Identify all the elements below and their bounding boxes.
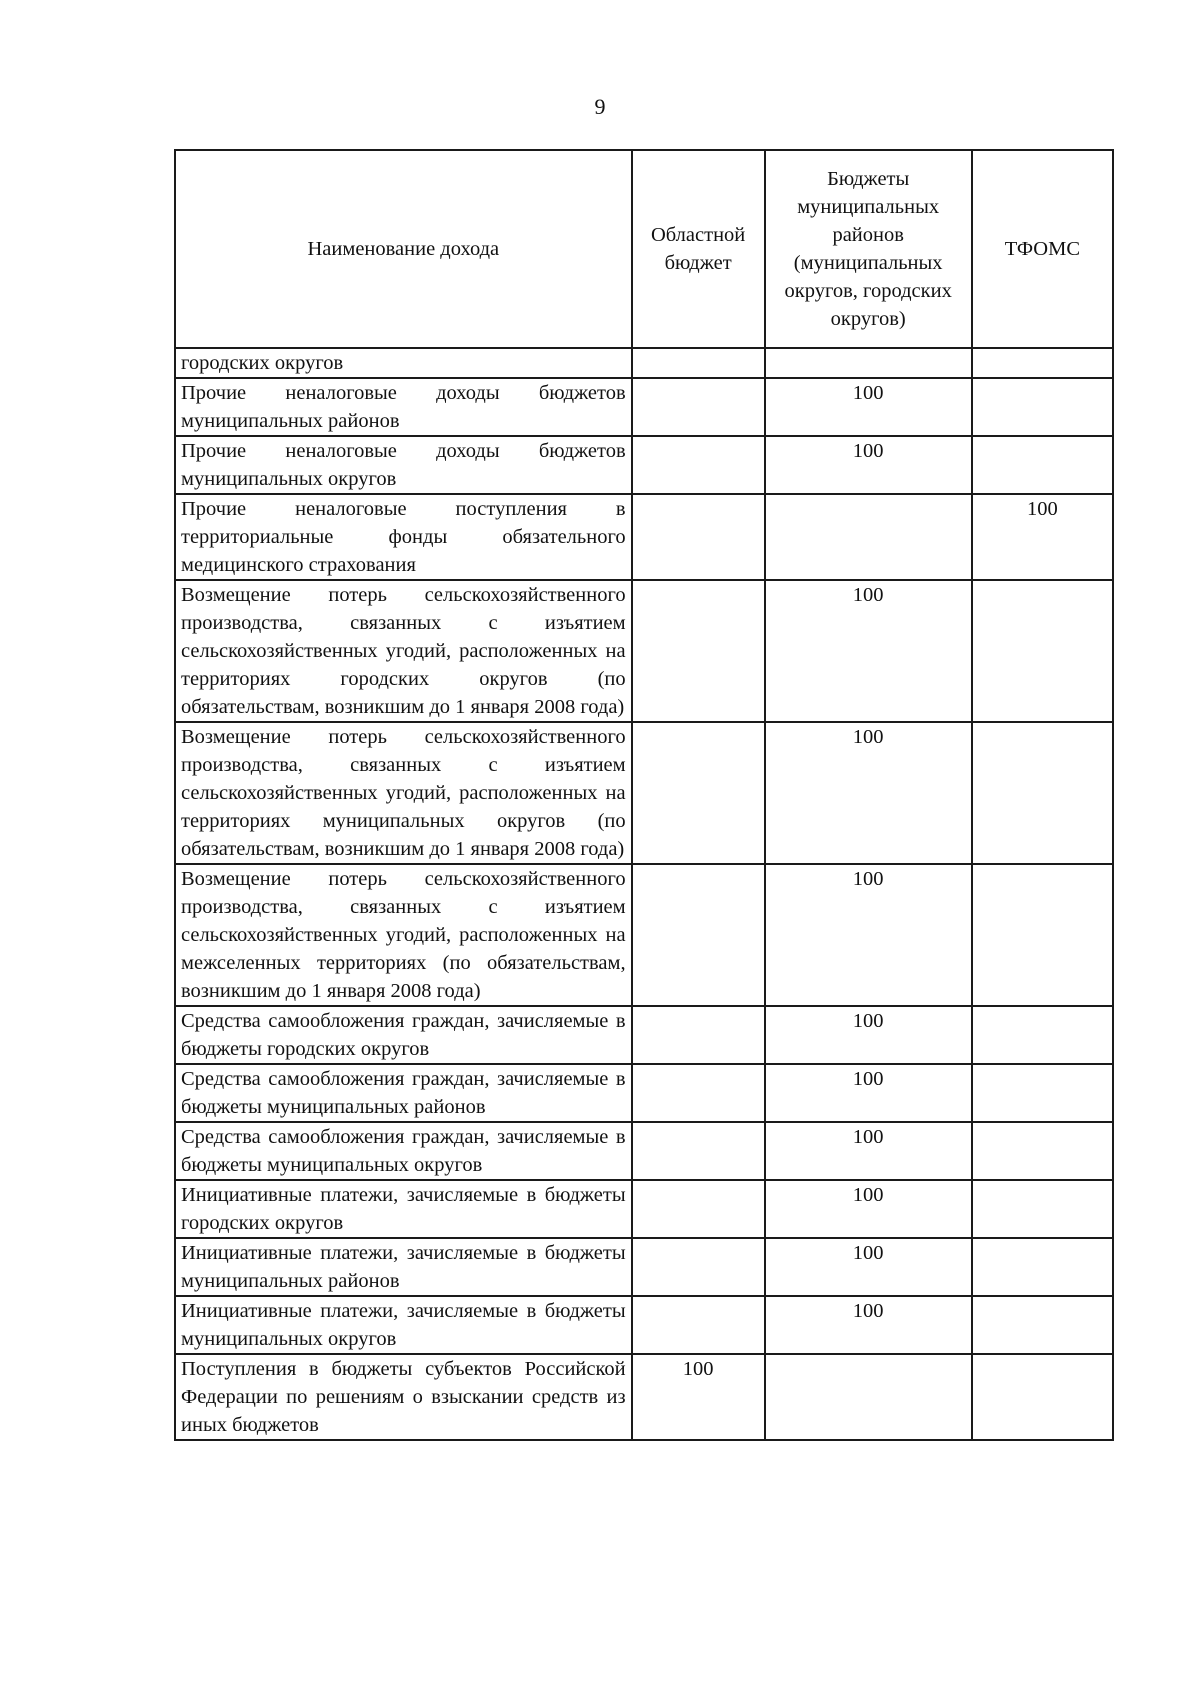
tfoms-cell (972, 1180, 1113, 1238)
revenue-name-cell: Средства самообложения граждан, зачисляемые в бюджеты муниципальных округов (175, 1122, 632, 1180)
municipal-budget-cell: 100 (765, 378, 972, 436)
municipal-budget-cell: 100 (765, 1180, 972, 1238)
tfoms-cell (972, 378, 1113, 436)
municipal-budget-cell: 100 (765, 722, 972, 864)
table-row (175, 580, 1113, 722)
header-tfoms: ТФОМС (972, 150, 1113, 348)
table-row (175, 348, 1113, 378)
table-header-row (175, 150, 1113, 348)
revenue-name-cell: Инициативные платежи, зачисляемые в бюджеты муниципальных районов (175, 1238, 632, 1296)
municipal-budget-cell: 100 (765, 1296, 972, 1354)
table-row (175, 1064, 1113, 1122)
regional-budget-cell (632, 1006, 765, 1064)
tfoms-cell (972, 1064, 1113, 1122)
table-row (175, 1296, 1113, 1354)
municipal-budget-cell (765, 1354, 972, 1440)
revenue-name-cell: Инициативные платежи, зачисляемые в бюджеты муниципальных округов (175, 1296, 632, 1354)
regional-budget-cell (632, 1296, 765, 1354)
tfoms-cell (972, 864, 1113, 1006)
regional-budget-cell (632, 580, 765, 722)
revenue-name-cell: Поступления в бюджеты субъектов Российской Федерации по решениям о взыскании средств из иных бюджетов (175, 1354, 632, 1440)
municipal-budget-cell: 100 (765, 1238, 972, 1296)
regional-budget-cell (632, 348, 765, 378)
municipal-budget-cell: 100 (765, 1122, 972, 1180)
regional-budget-cell (632, 1064, 765, 1122)
municipal-budget-cell (765, 348, 972, 378)
revenue-name-cell: Инициативные платежи, зачисляемые в бюджеты городских округов (175, 1180, 632, 1238)
tfoms-cell (972, 1006, 1113, 1064)
table-row (175, 1006, 1113, 1064)
revenue-name-cell: Возмещение потерь сельскохозяйственного производства, связанных с изъятием сельскохозяйственных угодий, расположенных на межселенных территориях (по обязательствам, возникшим до 1 января 2008 года) (175, 864, 632, 1006)
revenue-name-cell: Средства самообложения граждан, зачисляемые в бюджеты муниципальных районов (175, 1064, 632, 1122)
table-row (175, 1238, 1113, 1296)
tfoms-cell (972, 580, 1113, 722)
tfoms-cell: 100 (972, 494, 1113, 580)
revenue-name-cell: Прочие неналоговые доходы бюджетов муниципальных округов (175, 436, 632, 494)
municipal-budget-cell: 100 (765, 1064, 972, 1122)
table-body (175, 348, 1113, 1440)
tfoms-cell (972, 1122, 1113, 1180)
table-row (175, 864, 1113, 1006)
table-row (175, 436, 1113, 494)
header-municipal-budgets: Бюджеты муниципальных районов (муниципальных округов, городских округов) (765, 150, 972, 348)
regional-budget-cell: 100 (632, 1354, 765, 1440)
revenue-name-cell: городских округов (175, 348, 632, 378)
tfoms-cell (972, 348, 1113, 378)
revenue-name-cell: Возмещение потерь сельскохозяйственного производства, связанных с изъятием сельскохозяйственных угодий, расположенных на территориях муниципальных округов (по обязательствам, возникшим до 1 января 2008 года) (175, 722, 632, 864)
municipal-budget-cell: 100 (765, 864, 972, 1006)
revenue-name-cell: Возмещение потерь сельскохозяйственного производства, связанных с изъятием сельскохозяйственных угодий, расположенных на территориях городских округов (по обязательствам, возникшим до 1 января 2008 года) (175, 580, 632, 722)
revenue-distribution-table (174, 149, 1114, 1441)
table-row (175, 1122, 1113, 1180)
municipal-budget-cell: 100 (765, 436, 972, 494)
tfoms-cell (972, 1354, 1113, 1440)
municipal-budget-cell: 100 (765, 1006, 972, 1064)
header-revenue-name: Наименование дохода (175, 150, 632, 348)
tfoms-cell (972, 722, 1113, 864)
tfoms-cell (972, 1238, 1113, 1296)
revenue-name-cell: Средства самообложения граждан, зачисляемые в бюджеты городских округов (175, 1006, 632, 1064)
revenue-name-cell: Прочие неналоговые поступления в территориальные фонды обязательного медицинского страхования (175, 494, 632, 580)
tfoms-cell (972, 1296, 1113, 1354)
regional-budget-cell (632, 1180, 765, 1238)
table-row (175, 494, 1113, 580)
header-regional-budget: Областной бюджет (632, 150, 765, 348)
revenue-name-cell: Прочие неналоговые доходы бюджетов муниципальных районов (175, 378, 632, 436)
municipal-budget-cell: 100 (765, 580, 972, 722)
regional-budget-cell (632, 1238, 765, 1296)
tfoms-cell (972, 436, 1113, 494)
municipal-budget-cell (765, 494, 972, 580)
table-row (175, 378, 1113, 436)
regional-budget-cell (632, 436, 765, 494)
table-row (175, 722, 1113, 864)
table-row (175, 1354, 1113, 1440)
regional-budget-cell (632, 1122, 765, 1180)
regional-budget-cell (632, 722, 765, 864)
regional-budget-cell (632, 378, 765, 436)
regional-budget-cell (632, 494, 765, 580)
page-number: 9 (594, 94, 606, 119)
regional-budget-cell (632, 864, 765, 1006)
table-row (175, 1180, 1113, 1238)
